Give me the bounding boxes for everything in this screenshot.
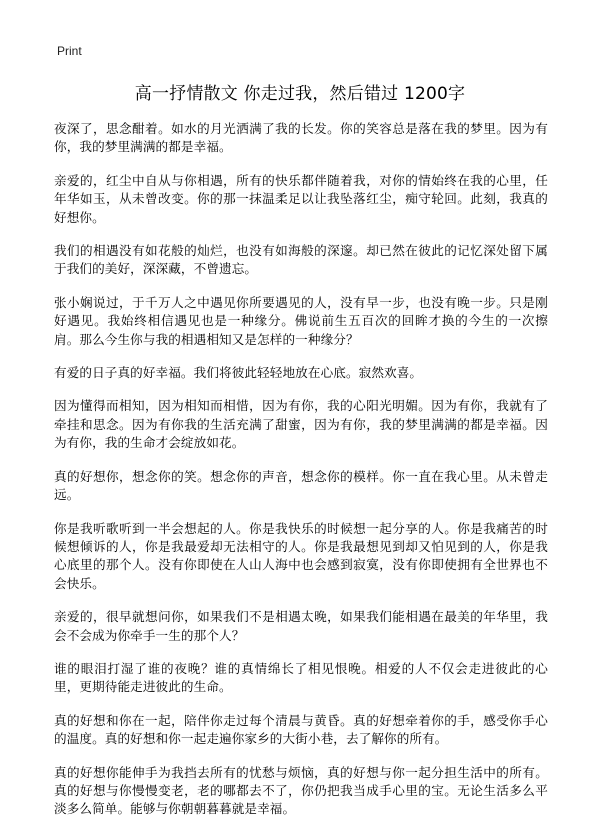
paragraph: 张小娴说过，于千万人之中遇见你所要遇见的人，没有早一步，也没有晚一步。只是刚好遇见。我始终相信遇见也是一种缘分。佛说前生五百次的回眸才换的今生的一次擦肩。那么今生你与我的相遇相知又是怎样的一种缘分？: [54, 294, 548, 347]
page-title: 高一抒情散文 你走过我，然后错过 1200字: [134, 84, 466, 104]
article-body: [54, 120, 548, 834]
paragraph: 有爱的日子真的好幸福。我们将彼此轻轻地放在心底。寂然欢喜。: [54, 365, 423, 381]
paragraph: 真的好想你能伸手为我挡去所有的忧愁与烦恼，真的好想与你一起分担生活中的所有。真的好想与你慢慢变老，老的哪都去不了，你仍把我当成手心里的宝。无论生活多么平淡多么简单。能够与你朝朝暮暮就是幸福。: [54, 764, 548, 817]
paragraph: 真的好想你，想念你的笑。想念你的声音，想念你的模样。你一直在我心里。从未曾走远。: [54, 468, 548, 503]
paragraph: 真的好想和你在一起，陪伴你走过每个清晨与黄昏。真的好想牵着你的手，感受你手心的温度。真的好想和你一起走遍你家乡的大街小巷，去了解你的所有。: [54, 712, 548, 747]
paragraph: 因为懂得而相知，因为相知而相惜，因为有你，我的心阳光明媚。因为有你，我就有了牵挂和思念。因为有你我的生活充满了甜蜜，因为有你，我的梦里满满的都是幸福。因为有你，我的生命才会绽放如花。: [54, 398, 548, 451]
paragraph: 你是我听歌听到一半会想起的人。你是我快乐的时候想一起分享的人。你是我痛苦的时候想倾诉的人，你是我最爱却无法相守的人。你是我最想见到却又怕见到的人，你是我心底里的那个人。没有你即使在人山人海中也会感到寂寞，没有你即使拥有全世界也不会快乐。: [54, 520, 548, 591]
paragraph: 夜深了，思念酣着。如水的月光洒满了我的长发。你的笑容总是落在我的梦里。因为有你，我的梦里满满的都是幸福。: [54, 121, 548, 155]
paragraph: 亲爱的，红尘中自从与你相遇，所有的快乐都伴随着我，对你的情始终在我的心里，任年华如玉，从未曾改变。你的那一抹温柔足以让我坠落红尘，痴守轮回。此刻，我真的好想你。: [54, 172, 548, 225]
paragraph: 我们的相遇没有如花般的灿烂，也没有如海般的深邃。却已然在彼此的记忆深处留下属于我们的美好，深深藏，不曾遗忘。: [54, 243, 548, 277]
paragraph: 谁的眼泪打湿了谁的夜晚？谁的真情绵长了相见恨晚。相爱的人不仅会走进彼此的心里，更期待能走进彼此的生命。: [54, 660, 548, 695]
print-label: Print: [57, 44, 82, 58]
paragraph: 亲爱的，很早就想问你，如果我们不是相遇太晚，如果我们能相遇在最美的年华里，我会不会成为你牵手一生的那个人？: [54, 609, 548, 643]
